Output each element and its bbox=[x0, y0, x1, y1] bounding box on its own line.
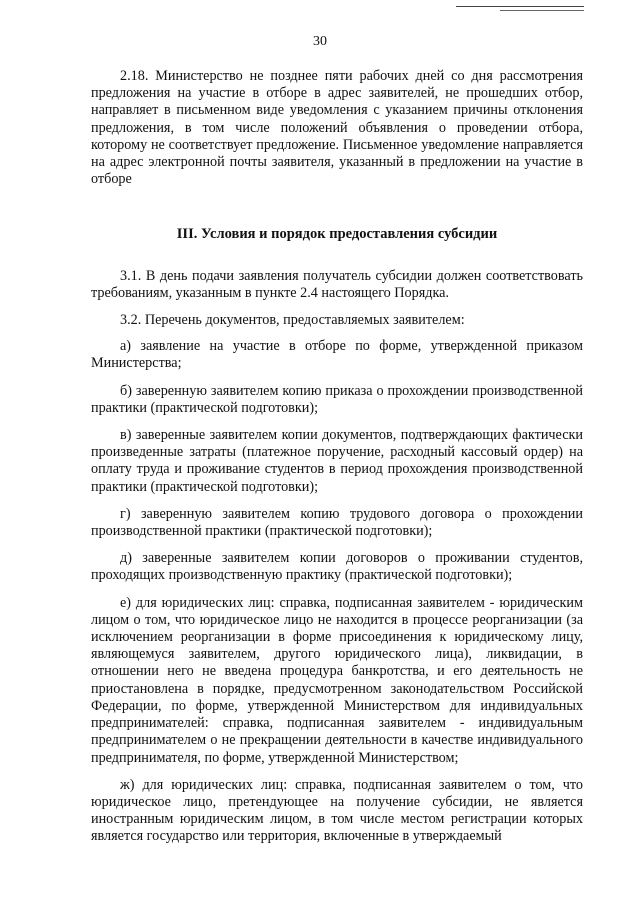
list-item-zh: ж) для юридических лиц: справка, подписанная заявителем о том, что юридическое лицо, претендующее на получение субсидии, не является иностранным юридическим лицом, в том числе местом регистрации которых является государство или территория, включенные в утверждаемый bbox=[91, 776, 583, 845]
header-rule bbox=[456, 6, 584, 7]
header-rule-secondary bbox=[500, 10, 584, 11]
list-item-b: б) заверенную заявителем копию приказа о прохождении производственной практики (практической подготовки); bbox=[91, 382, 583, 416]
list-item-g: г) заверенную заявителем копию трудового договора о прохождении производственной практики (практической подготовки); bbox=[91, 505, 583, 540]
page-number: 30 bbox=[313, 34, 327, 49]
paragraph-2-18: 2.18. Министерство не позднее пяти рабочих дней со дня рассмотрения предложения на участие в отборе в адрес заявителей, не прошедших отбор, направляет в письменном виде уведомления с указанием причины отклонения предложения, в том числе положений объявления о проведении отбора, которому не соответствует предложение. Письменное уведомление направляется на адрес электронной почты заявителя, указанный в предложении на участие в отборе bbox=[91, 68, 583, 188]
document-body bbox=[91, 68, 583, 856]
list-item-v: в) заверенные заявителем копии документов, подтверждающих фактически произведенные затраты (платежное поручение, расходный кассовый ордер) на оплату труда и проживание студентов в период прохождения производственной практики (практической подготовки); bbox=[91, 427, 583, 495]
paragraph-3-2: 3.2. Перечень документов, предоставляемых заявителем: bbox=[120, 312, 465, 329]
list-item-a: а) заявление на участие в отборе по форме, утвержденной приказом Министерства; bbox=[91, 338, 583, 372]
list-item-e: е) для юридических лиц: справка, подписанная заявителем - юридическим лицом о том, что юридическое лицо не находится в процессе реорганизации (за исключением реорганизации в форме присоединения к юридическому лицу, являющемуся заявителем, другого юридического лица), ликвидации, в отношении него не введена процедура банкротства, и его деятельность не приостановлена в порядке, предусмотренном законодательством Российской Федерации, по форме, утвержденной Министерством для индивидуальных предпринимателей: справка, подписанная заявителем - индивидуальным предпринимателем о не прекращении деятельности в качестве индивидуального предпринимателя, по форме, утвержденной Министерством; bbox=[91, 594, 583, 766]
paragraph-3-1: 3.1. В день подачи заявления получатель субсидии должен соответствовать требованиям, указанным в пункте 2.4 настоящего Порядка. bbox=[91, 267, 583, 301]
list-item-d: д) заверенные заявителем копии договоров о проживании студентов, проходящих производственную практику (практической подготовки); bbox=[91, 550, 583, 584]
section-heading: III. Условия и порядок предоставления субсидии bbox=[176, 226, 498, 243]
